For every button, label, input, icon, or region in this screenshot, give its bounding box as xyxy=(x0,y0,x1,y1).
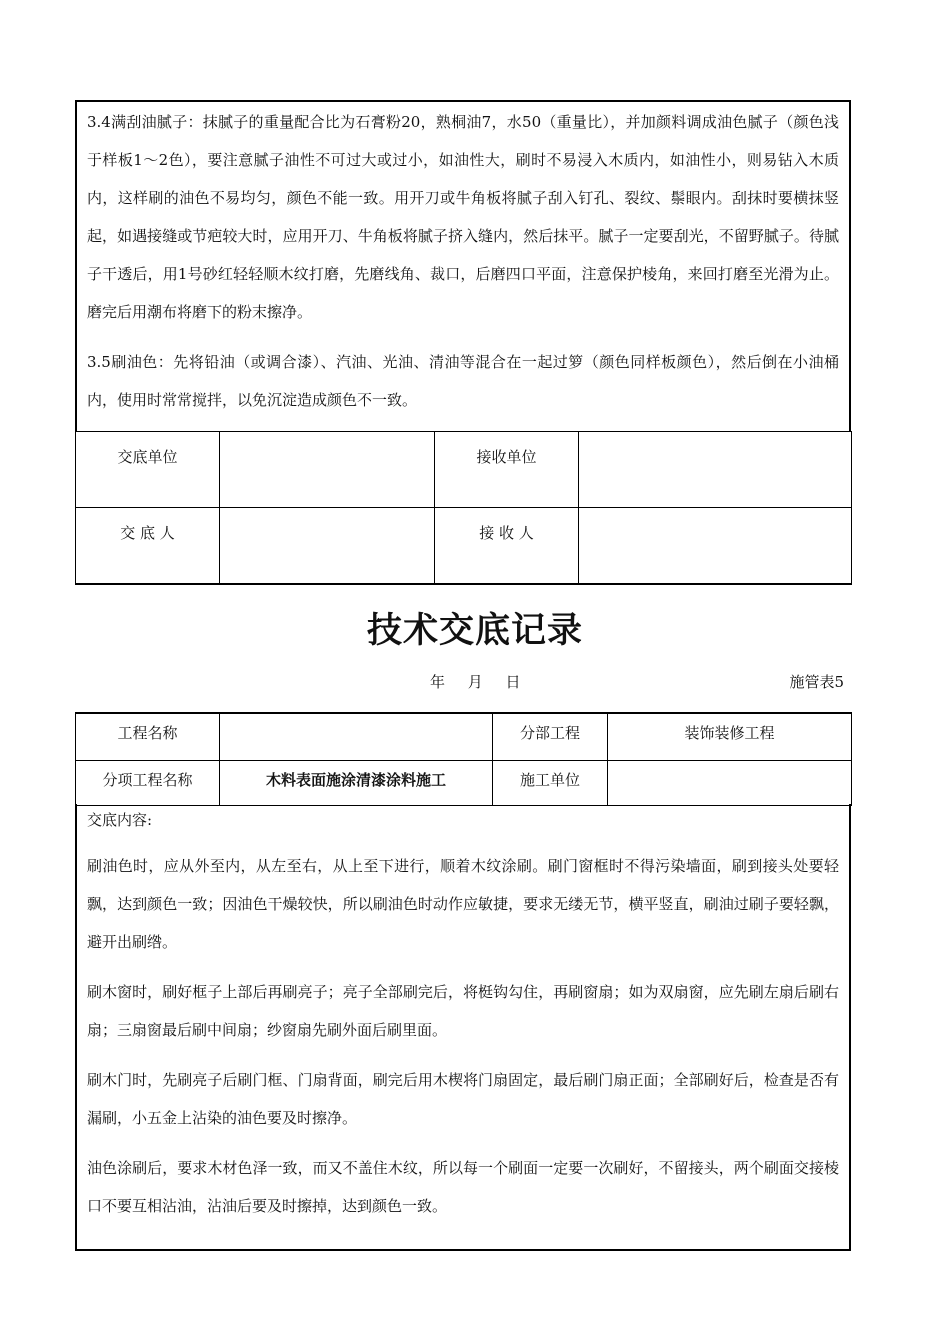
date-line: 年 月 日 xyxy=(430,673,521,691)
info-table xyxy=(75,712,852,806)
division-value: 装饰装修工程 xyxy=(608,713,852,760)
hand-person-label: 交 底 人 xyxy=(76,508,220,585)
receive-person-label: 接 收 人 xyxy=(435,508,579,585)
content-paragraph: 刷木门时，先刷亮子后刷门框、门扇背面，刷完后用木楔将门扇固定，最后刷门扇正面；全部刷好后，检查是否有漏刷，小五金上沾染的油色要及时擦净。 xyxy=(87,1071,839,1127)
hand-person-field[interactable] xyxy=(220,508,435,585)
page-title: 技术交底记录 xyxy=(366,611,583,651)
contractor-label: 施工单位 xyxy=(493,760,608,805)
receive-unit-field[interactable] xyxy=(579,432,852,508)
content-paragraph: 刷木窗时，刷好框子上部后再刷亮子；亮子全部刷完后，将梃钩勾住，再刷窗扇；如为双扇窗，应先刷左扇后刷右扇；三扇窗最后刷中间扇；纱窗扇先刷外面后刷里面。 xyxy=(87,983,839,1039)
form-number: 施管表5 xyxy=(789,673,844,691)
top-content-box xyxy=(75,100,851,432)
content-box xyxy=(75,804,851,1251)
project-name-field[interactable] xyxy=(220,713,493,760)
subitem-value: 木料表面施涂清漆涂料施工 xyxy=(220,760,493,805)
content-paragraph: 油色涂刷后，要求木材色泽一致，而又不盖住木纹，所以每一个刷面一定要一次刷好，不留接头，两个刷面交接棱口不要互相沾油，沾油后要及时擦掉，达到颜色一致。 xyxy=(87,1159,839,1215)
paragraph-3-5: 3.5刷油色：先将铅油（或调合漆）、汽油、光油、清油等混合在一起过箩（颜色同样板颜色），然后倒在小油桶内，使用时常常搅拌，以免沉淀造成颜色不一致。 xyxy=(87,353,839,409)
content-paragraph: 刷油色时，应从外至内，从左至右，从上至下进行，顺着木纹涂刷。刷门窗框时不得污染墙面，刷到接头处要轻飘，达到颜色一致；因油色干燥较快，所以刷油色时动作应敏捷，要求无缕无节，横平竖直，刷油过刷子要轻飘，避开出刷绺。 xyxy=(87,857,839,951)
receive-unit-label: 接收单位 xyxy=(435,432,579,508)
paragraph-3-4: 3.4满刮油腻子：抹腻子的重量配合比为石膏粉20，熟桐油7，水50（重量比），并加颜料调成油色腻子（颜色浅于样板1～2色），要注意腻子油性不可过大或过小，如油性大，刷时不易浸入木质内，如油性小，则易钻入木质内，这样刷的油色不易均匀，颜色不能一致。用开刀或牛角板将腻子刮入钉孔、裂纹、鬃眼内。刮抹时要横抹竖起，如遇接缝或节疤较大时，应用开刀、牛角板将腻子挤入缝内，然后抹平。腻子一定要刮光，不留野腻子。待腻子干透后，用1号砂红轻轻顺木纹打磨，先磨线角、裁口，后磨四口平面，注意保护棱角，来回打磨至光滑为止。磨完后用潮布将磨下的粉末擦净。 xyxy=(87,113,839,321)
project-name-label: 工程名称 xyxy=(76,713,220,760)
hand-unit-label: 交底单位 xyxy=(76,432,220,508)
signoff-table xyxy=(75,431,852,585)
contractor-field[interactable] xyxy=(608,760,852,805)
content-heading: 交底内容: xyxy=(87,811,153,829)
hand-unit-field[interactable] xyxy=(220,432,435,508)
division-label: 分部工程 xyxy=(493,713,608,760)
receive-person-field[interactable] xyxy=(579,508,852,585)
subitem-label: 分项工程名称 xyxy=(76,760,220,805)
